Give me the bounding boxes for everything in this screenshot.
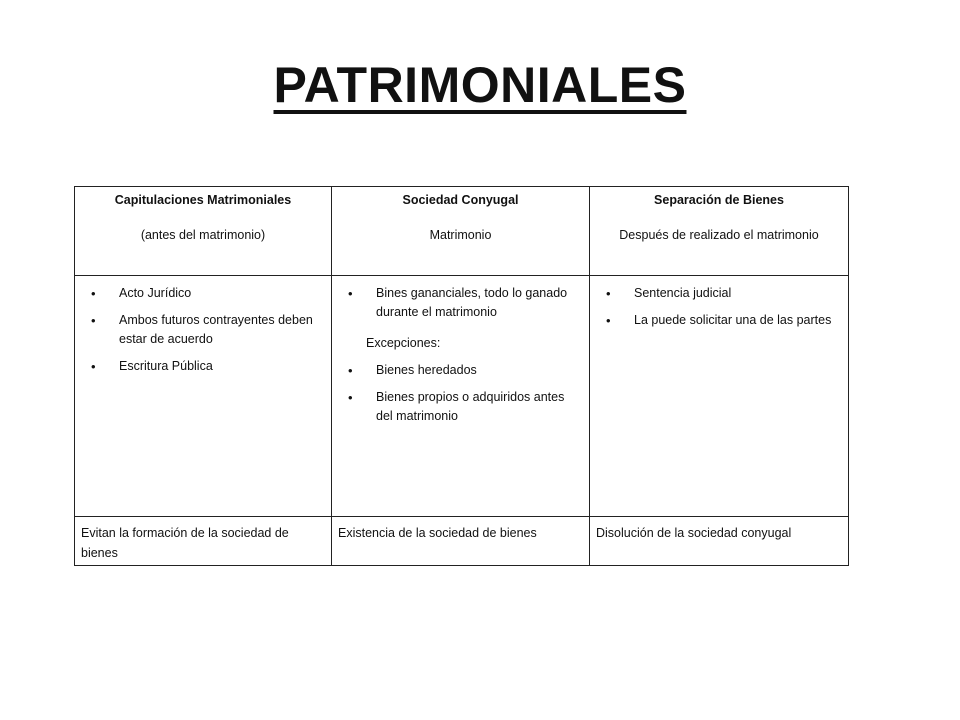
list-item-text: Bines gananciales, todo lo ganado durante el matrimonio bbox=[376, 286, 568, 319]
body-cell-capitulaciones bbox=[75, 276, 332, 517]
header-cell-sociedad bbox=[332, 187, 590, 276]
body-cell-sociedad bbox=[332, 276, 590, 517]
list-item bbox=[83, 284, 321, 303]
list-item bbox=[598, 311, 838, 330]
header-cell-capitulaciones bbox=[75, 187, 332, 276]
list-item-text: Ambos futuros contrayentes deben estar de acuerdo bbox=[119, 313, 313, 346]
page-title: PATRIMONIALES bbox=[273, 57, 687, 113]
list-item bbox=[340, 361, 579, 380]
list-item bbox=[83, 311, 321, 349]
bullet-icon: • bbox=[348, 390, 353, 405]
bullet-icon: • bbox=[91, 359, 96, 374]
header-title: Sociedad Conyugal bbox=[402, 193, 519, 207]
list-item-text: La puede solicitar una de las partes bbox=[634, 313, 832, 327]
footer-row bbox=[75, 517, 849, 566]
list-item-text: Acto Jurídico bbox=[119, 286, 192, 300]
list-item bbox=[598, 284, 838, 303]
list-item bbox=[340, 284, 579, 322]
patrimoniales-table bbox=[74, 186, 849, 566]
bullet-list bbox=[590, 284, 848, 330]
list-item-text: Escritura Pública bbox=[119, 359, 213, 373]
header-subtitle: Matrimonio bbox=[429, 228, 492, 242]
body-row bbox=[75, 276, 849, 517]
footer-cell-sociedad bbox=[332, 517, 590, 566]
header-cell-separacion bbox=[590, 187, 849, 276]
bullet-icon: • bbox=[348, 363, 353, 378]
bullet-icon: • bbox=[606, 313, 611, 328]
header-subtitle: Después de realizado el matrimonio bbox=[619, 228, 819, 242]
list-item-text: Bienes heredados bbox=[376, 363, 477, 377]
list-item-text: Bienes propios o adquiridos antes del matrimonio bbox=[376, 390, 565, 423]
bullet-list bbox=[332, 284, 589, 426]
exceptions-label: Excepciones: bbox=[366, 336, 441, 350]
body-cell-separacion bbox=[590, 276, 849, 517]
header-row bbox=[75, 187, 849, 276]
list-item bbox=[340, 388, 579, 426]
bullet-icon: • bbox=[91, 286, 96, 301]
list-item-text: Sentencia judicial bbox=[634, 286, 732, 300]
footer-text: Disolución de la sociedad conyugal bbox=[596, 526, 792, 540]
bullet-icon: • bbox=[606, 286, 611, 301]
bullet-icon: • bbox=[348, 286, 353, 301]
header-title: Separación de Bienes bbox=[654, 193, 784, 207]
list-item bbox=[83, 357, 321, 376]
header-subtitle: (antes del matrimonio) bbox=[140, 228, 266, 242]
footer-cell-capitulaciones bbox=[75, 517, 332, 566]
header-title: Capitulaciones Matrimoniales bbox=[114, 193, 292, 207]
footer-text: Evitan la formación de la sociedad de bienes bbox=[81, 526, 289, 560]
footer-cell-separacion bbox=[590, 517, 849, 566]
footer-text: Existencia de la sociedad de bienes bbox=[338, 526, 537, 540]
bullet-list bbox=[75, 284, 331, 376]
bullet-icon: • bbox=[91, 313, 96, 328]
